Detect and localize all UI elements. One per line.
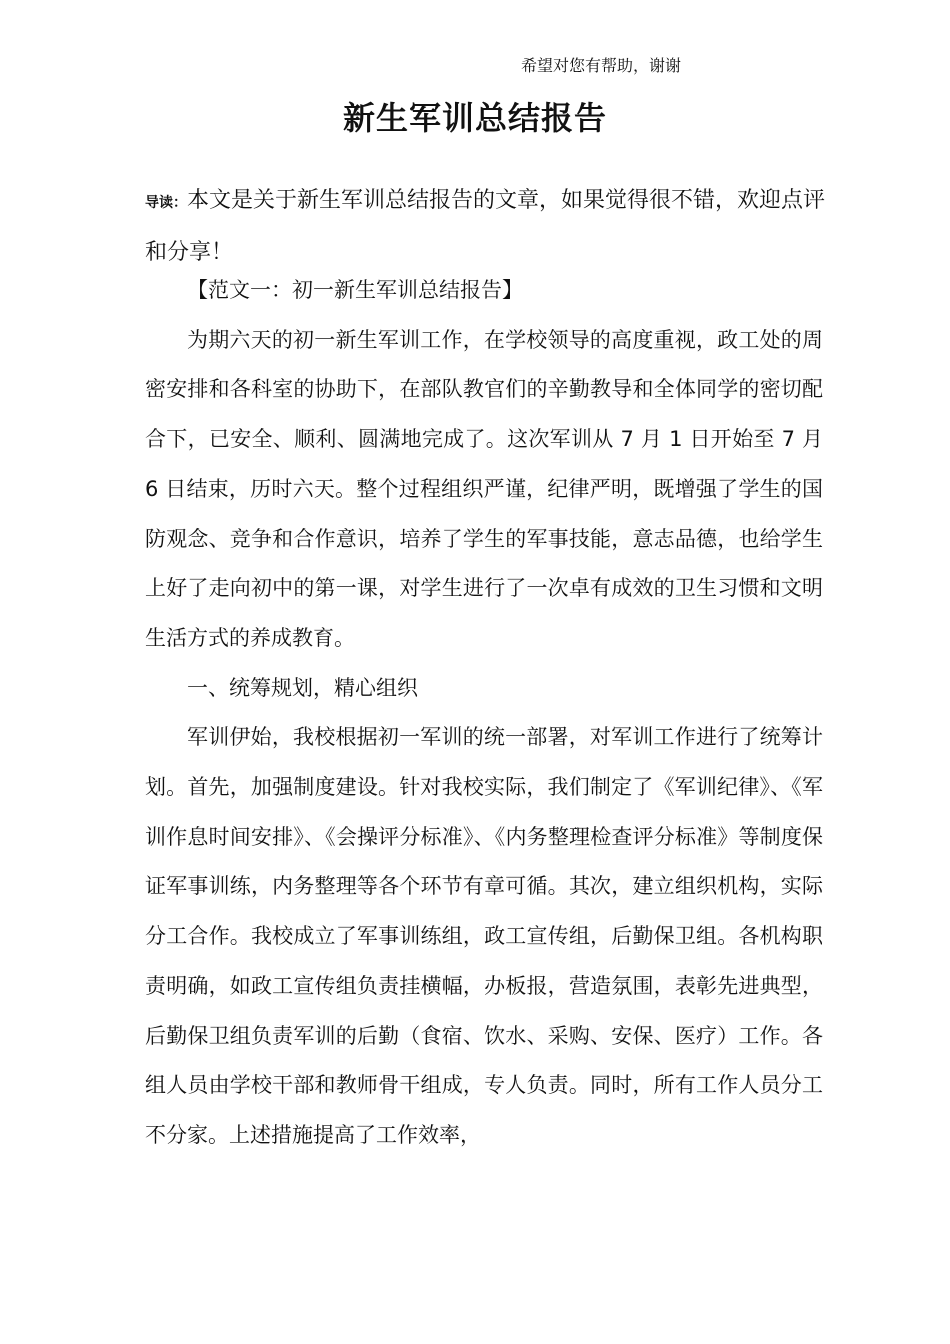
section-heading-planning: 一、统筹规划，精心组织 bbox=[187, 675, 418, 700]
document-body bbox=[145, 266, 823, 1161]
paragraph-intro: 为期六天的初一新生军训工作，在学校领导的高度重视，政工处的周密安排和各科室的协助下，在部队教官们的辛勤教导和全体同学的密切配合下，已安全、顺利、圆满地完成了。这次军训从 7 月 1 日开始至 7 月 6 日结束，历时六天。整个过程组织严谨，纪律严明，既增强了学生的国防观念、竞争和合作意识，培养了学生的军事技能，意志品德，也给学生上好了走向初中的第一课，对学生进行了一次卓有成效的卫生习惯和文明生活方式的养成教育。 bbox=[145, 327, 823, 650]
document-title: 新生军训总结报告 bbox=[342, 99, 607, 137]
lead-text: 本文是关于新生军训总结报告的文章，如果觉得很不错，欢迎点评和分享！ bbox=[145, 188, 826, 265]
lead-paragraph bbox=[145, 176, 825, 277]
paragraph-planning: 军训伊始，我校根据初一军训的统一部署，对军训工作进行了统筹计划。首先，加强制度建设。针对我校实际，我们制定了《军训纪律》、《军训作息时间安排》、《会操评分标准》、《内务整理检查评分标准》等制度保证军事训练，内务整理等各个环节有章可循。其次，建立组织机构，实际分工合作。我校成立了军事训练组，政工宣传组，后勤保卫组。各机构职责明确，如政工宣传组负责挂横幅，办板报，营造氛围，表彰先进典型，后勤保卫组负责军训的后勤（食宿、饮水、采购、安保、医疗）工作。各组人员由学校干部和教师骨干组成，专人负责。同时，所有工作人员分工不分家。上述措施提高了工作效率， bbox=[145, 725, 823, 1147]
header-note: 希望对您有帮助，谢谢 bbox=[521, 56, 682, 75]
lead-label: 导读： bbox=[145, 195, 187, 211]
section-heading-sample-one: 【范文一：初一新生军训总结报告】 bbox=[187, 278, 523, 302]
